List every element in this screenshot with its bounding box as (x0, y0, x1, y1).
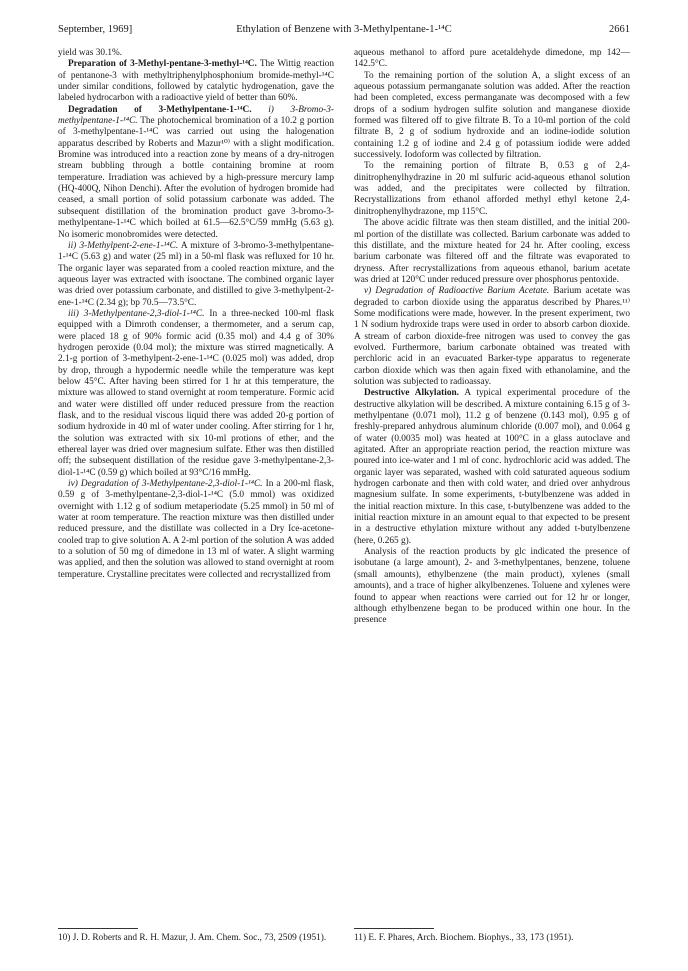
left-column (58, 48, 334, 581)
footnote: 11) E. F. Phares, Arch. Biochem. Biophys., 33, 173 (1951). (354, 933, 574, 943)
page-number: 2661 (609, 24, 630, 35)
subsection-heading: ii) 3-Methylpent-2-ene-1-¹⁴C. (68, 240, 179, 251)
paragraph: Destructive Alkylation. A typical experimental procedure of the destructive alkylation will be described. A mixture containing 6.15 g of 3-methylpentane (0.071 mol), 11.2 g of benzene (0.143 mol), 0.95 g of freshly-prepared anhydrous aluminum chloride (0.007 mol), and 0.064 g of water (0.0035 mol) was heated at 100°C in a glass autoclave and agitated. After an appropriate reaction period, the reaction mixture was poured into ice-water and 1 ml of conc. hydrochloric acid was added. The organic layer was separated, washed with cold saturated aqueous sodium hydrogen carbonate and then with cold water, and dried over anhydrous magnesium sulfate. In some experiments, t-butylbenzene was added in the initial reaction mixture. In this case, t-butylbenzene was added to the initial reaction mixture in an amount equal to that expected to be present in a destructive ethylation mixture without any added t-butylbenzene (here, 0.265 g). (354, 388, 630, 546)
subsection-heading: iii) 3-Methylpentane-2,3-diol-1-¹⁴C. (68, 308, 205, 319)
paragraph: iv) Degradation of 3-Methylpentane-2,3-diol-1-¹⁴C. In a 200-ml flask, 0.59 g of 3-methylpentane-2,3-diol-1-¹⁴C (5.0 mmol) was oxidized overnight with 1.12 g of sodium metaperiodate (5.25 mmol) in 50 ml of water at room temperature. The reaction mixture was then distilled under reduced pressure, and the distillate was collected in a Dry Ice-acetone-cooled trap to give solution A. A 2-ml portion of the solution A was added to a solution of 50 mg of dimedone in 13 ml of water. A slight warming was applied, and then the solution was allowed to stand overnight at room temperature. Crystalline precitates were collected and recrystallized from (58, 479, 335, 580)
section-heading: Preparation of 3-Methyl-pentane-3-methyl-¹⁴C. (68, 59, 257, 70)
running-header (58, 24, 630, 40)
paragraph: Preparation of 3-Methyl-pentane-3-methyl-¹⁴C. The Wittig reaction of pentanone-3 with methyltriphenylphosphonium bromide-methyl-¹⁴C under similar conditions, followed by catalytic hydrogenation, gave the labeled hydrocarbon with a radioactive yield of better than 60%. (58, 59, 334, 104)
subsection-heading: v) Degradation of Radioactive Barium Acetate. (364, 286, 550, 297)
paragraph: yield was 30.1%. (58, 48, 123, 58)
paragraph: The above acidic filtrate was then steam distilled, and the initial 200-ml portion of the distillate was collected. Barium carbonate was added to this distillate, and the mixture heated for 24 hr. After cooling, excess barium carbonate was filtered off and the filtrate was evaporated to dryness. After recrystallizations from aqueous ethanol, barium acetate was dried at 120°C under reduced pressure over phosphorus pentoxide. (354, 218, 630, 285)
footnote: 10) J. D. Roberts and R. H. Mazur, J. Am. Chem. Soc., 73, 2509 (1951). (58, 933, 327, 943)
paragraph: To the remaining portion of the solution A, a slight excess of an aqueous potassium permanganate solution was added. After the reaction had been completed, excess permanganate was decomposed with a few drops of a sodium hydrogen sulfite solution and manganese dioxide formed was filtered off to give filtrate B. To a 10-ml portion of the cold filtrate B, 2 g of sodium hydroxide and an iodine-iodide solution containing 1.2 g of iodine and 2.4 g of potassium iodide were added successively. Iodoform was collected by filtration. (354, 70, 630, 161)
right-column (354, 48, 630, 627)
paragraph: Analysis of the reaction products by glc indicated the presence of isobutane (a large amount), 2- and 3-methylpentanes, benzene, toluene (small amounts), ethylbenzene (the main product), xylenes (small amounts), and a trace of higher alkylbenzenes. Toluene and xylenes were found to appear when reactions were carried out for 12 hr or longer, although ethylbenzene began to be produced within one hour. In the presence (354, 547, 630, 626)
footnote-divider (58, 928, 138, 929)
paragraph: ii) 3-Methylpent-2-ene-1-¹⁴C. A mixture of 3-bromo-3-methylpentane-1-¹⁴C (5.63 g) and water (25 ml) in a 50-ml flask was refluxed for 10 hr. The organic layer was separated from a cooled reaction mixture, and the aqueous layer was extracted with isooctane. The combined organic layer was dried over potassium carbonate, and distilled to give 3-methylpent-2-ene-1-¹⁴C (2.34 g); bp 70.5—73.5°C. (58, 240, 334, 308)
paragraph: aqueous methanol to afford pure acetaldehyde dimedone, mp 142—142.5°C. (354, 48, 630, 70)
paragraph: v) Degradation of Radioactive Barium Acetate. Barium acetate was degraded to carbon dioxide using the apparatus described by Phares.¹¹⁾ Some modifications were made, however. In the present experiment, two 1 N sodium hydroxide traps were used in order to absorb carbon dioxide. A stream of carbon dioxide-free nitrogen was used to convey the gas evolved. Furthermore, barium carbonate obtained was treated with perchloric acid in an evacuated Barker-type apparatus to regenerate carbon dioxide which was then again fixed with ethanolamine, and the solution was subjected to radioassay. (354, 286, 630, 387)
paragraph: iii) 3-Methylpentane-2,3-diol-1-¹⁴C. In a three-necked 100-ml flask equipped with a Dimroth condenser, a thermometer, and a serum cap, were placed 18 g of 90% formic acid (0.35 mol) and 4.4 g of 30% hydrogen peroxide (0.04 mol); the mixture was stirred magnetically. A 2.1-g portion of 3-methylpent-2-ene-1-¹⁴C (0.025 mol) was added, drop by drop, through a hypodermic needle while the temperature was kept below 45°C. After having been stirred for 1 hr at this temperature, the mixture was allowed to stand overnight at room temperature. Formic acid and water were distilled off under reduced pressure from the reaction flask, and to the residual viscous liquid there was added 20-g portion of sodium hydroxide in 40 ml of water under cooling. After stirring for 1 hr, the solution was extracted with six 10-ml protions of ether, and the ethereal layer was dried over magnesium sulfate. Ether was then distilled off; the subsequent distillation of the residue gave 3-methylpentane-2,3-diol-1-¹⁴C (0.59 g) which boiled at 93°C/16 mmHg. (58, 308, 334, 478)
subsection-heading: i) 3-Bromo-3-methylpentane-1-¹⁴C. (58, 104, 334, 127)
header-date: September, 1969] (58, 24, 133, 35)
header-title: Ethylation of Benzene with 3-Methylpentane-1-¹⁴C (236, 24, 452, 35)
paragraph: To the remaining portion of filtrate B, 0.53 g of 2,4-dinitrophenylhydrazine in 20 ml sulfuric acid-aqueous ethanol solution was added, and the precipitates were collected by filtration. Recrystallizations from ethanol afforded methyl ethyl ketone 2,4-dinitrophenylhydrazone, mp 115°C. (354, 161, 630, 217)
section-heading: Destructive Alkylation. (364, 388, 459, 399)
paragraph: Degradation of 3-Methylpentane-1-¹⁴C. i) 3-Bromo-3-methylpentane-1-¹⁴C. The photochemical bromination of a 10.2 g portion of 3-methylpentane-1-¹⁴C was carried out using the halogenation apparatus described by Roberts and Mazur¹⁰⁾ with a slight modification. Bromine was introduced into a reaction zone by means of a dry-nitrogen stream bubbling through a bottle containing bromine at room temperature. Irradiation was achieved by a high-pressure mercury lamp (HQ-400Q, Nihon Denchi). After the evolution of hydrogen bromide had ceased, a small portion of solid potassium carbonate was added. The subsequent distillation of the bromination product gave 3-bromo-3-methylpentane-1-¹⁴C which boiled at 61.5—62.5°C/59 mmHg (5.63 g). No isomeric monobromides were detected. (58, 104, 334, 240)
subsection-heading: iv) Degradation of 3-Methylpentane-2,3-diol-1-¹⁴C. (68, 479, 263, 490)
footnote-divider (354, 928, 434, 929)
section-heading: Degradation of 3-Methylpentane-1-¹⁴C. (68, 104, 252, 115)
